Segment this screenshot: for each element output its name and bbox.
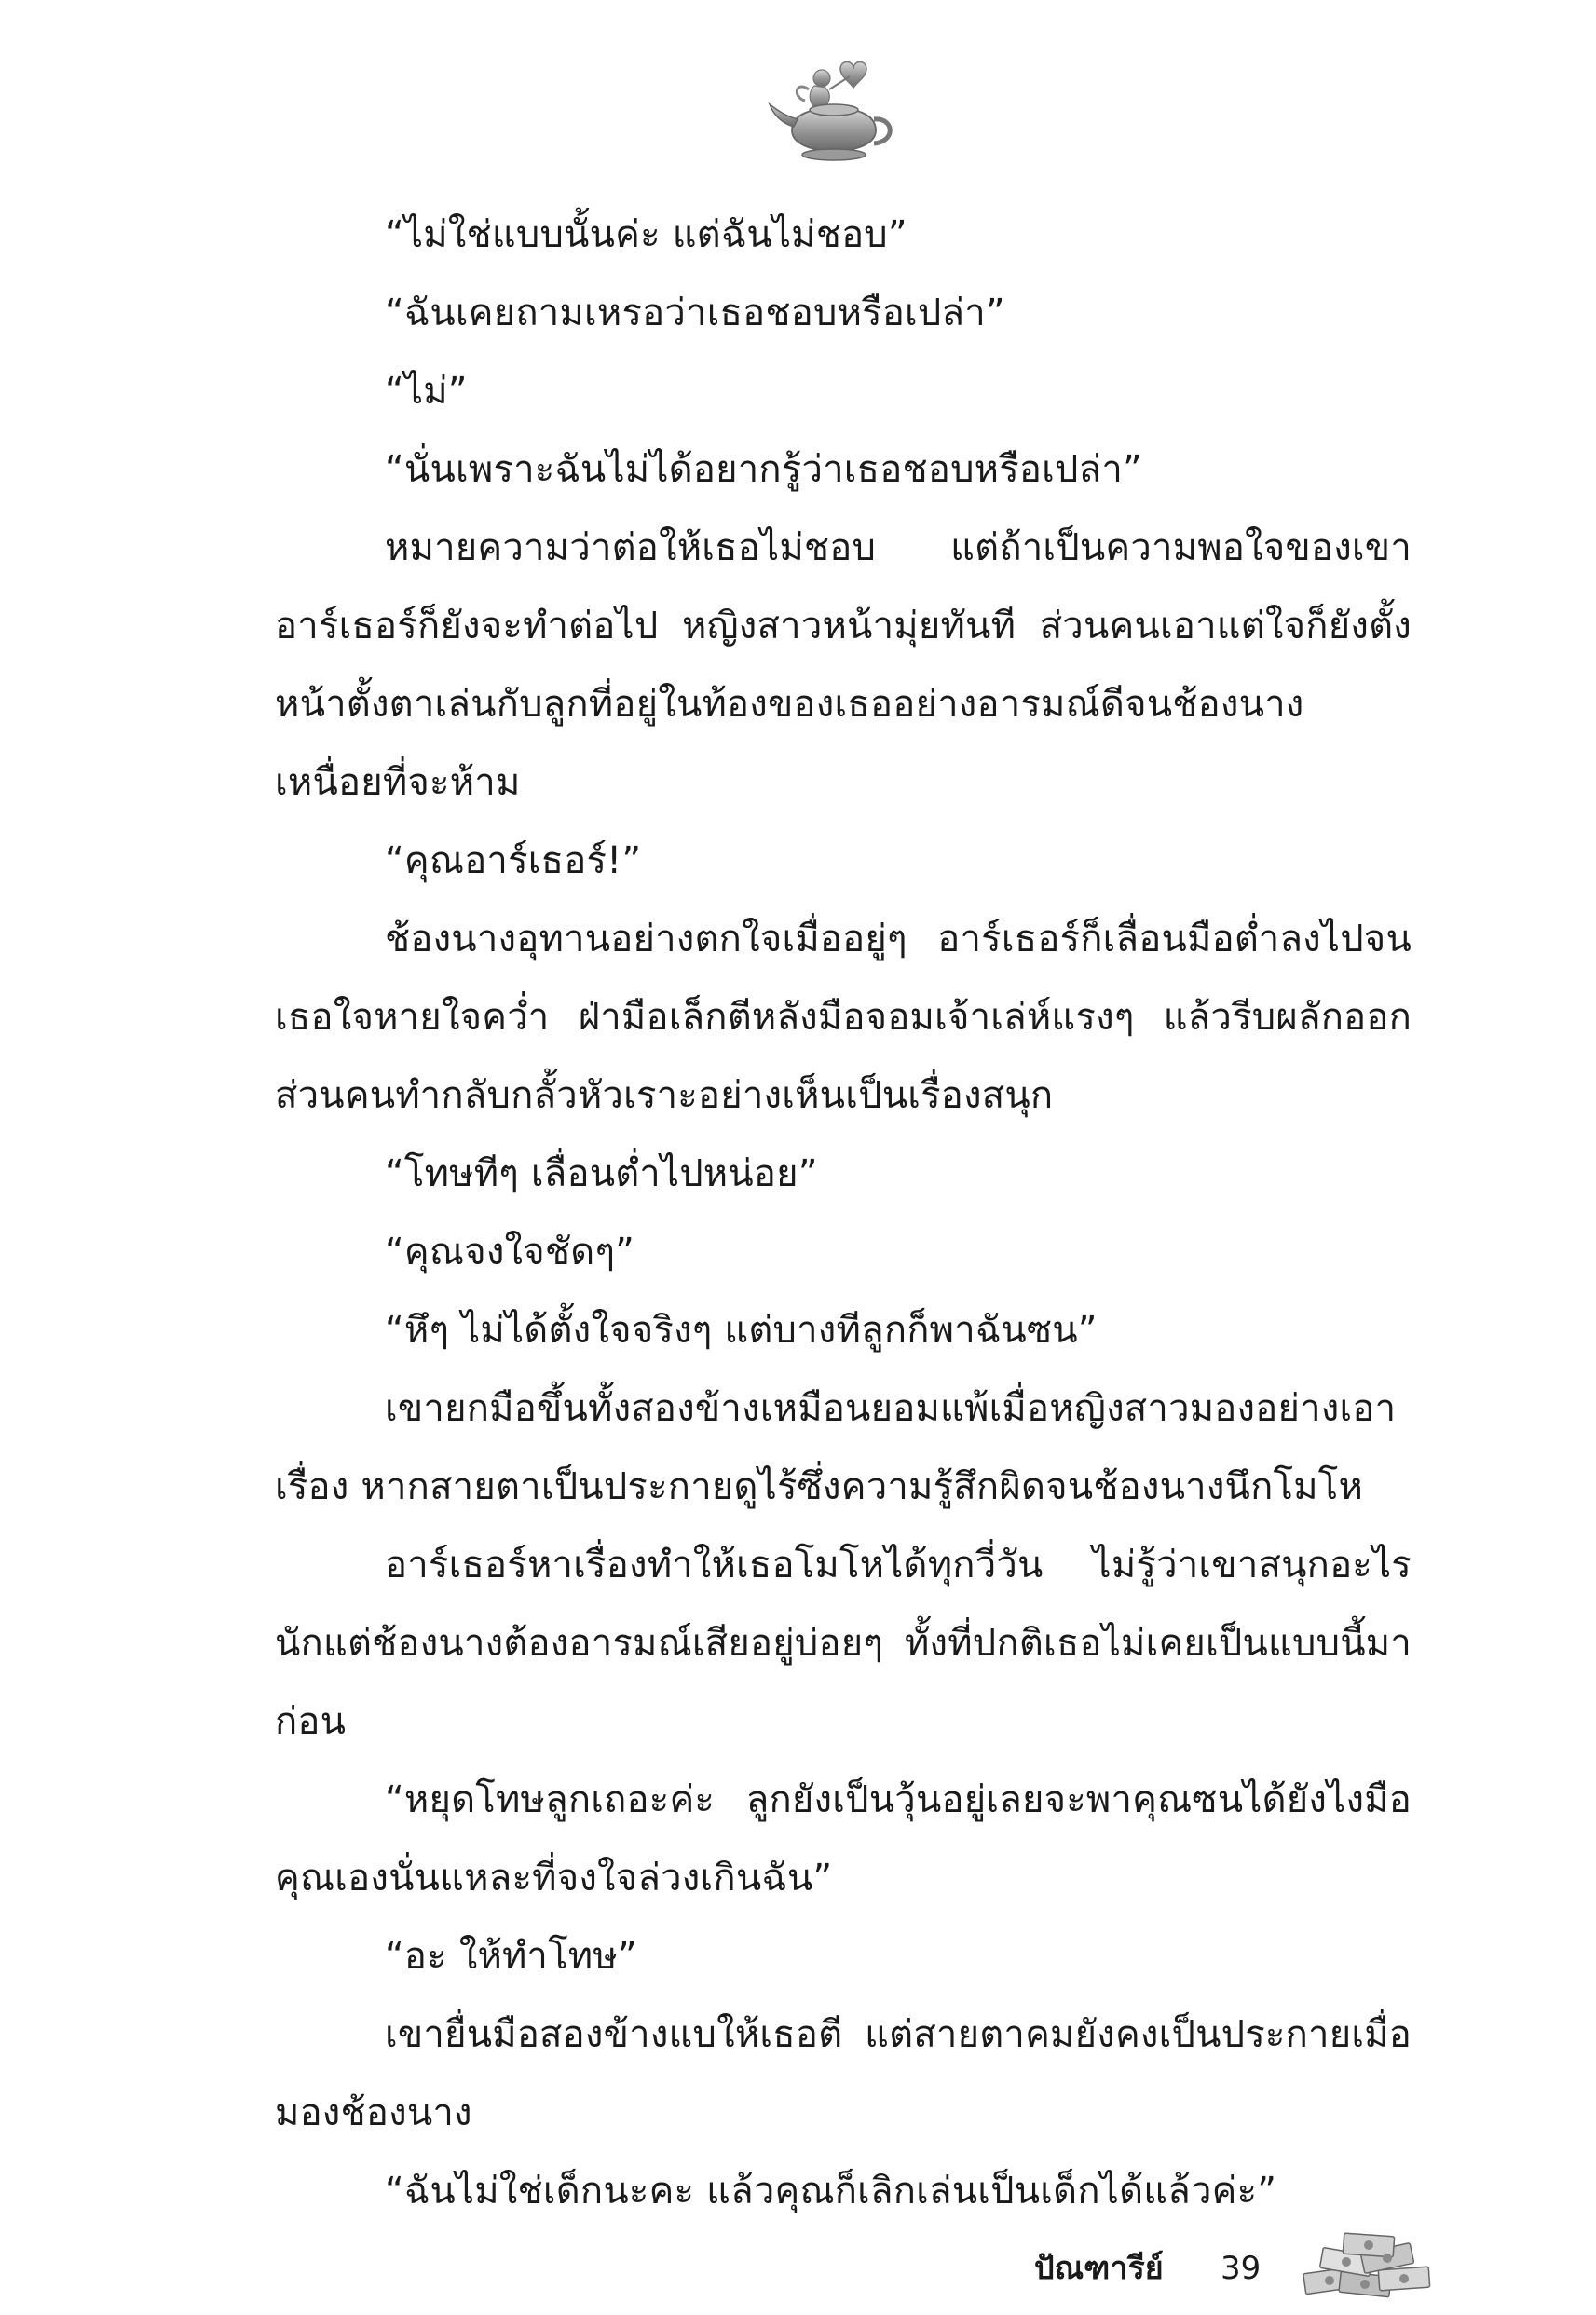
paragraph: เขายื่นมือสองข้างแบให้เธอตี แต่สายตาคมยังคงเป็นประกายเมื่อมองช้องนาง — [275, 2013, 1412, 2134]
paragraph: อาร์เธอร์หาเรื่องทำให้เธอโมโหได้ทุกวี่วัน ไม่รู้ว่าเขาสนุกอะไรนักแต่ช้องนางต้องอารมณ์เสียอยู่บ่อยๆ ทั้งที่ปกติเธอไม่เคยเป็นแบบนี้มาก่อน — [275, 1544, 1412, 1743]
paragraph: “คุณจงใจชัดๆ” — [385, 1231, 635, 1273]
page-footer — [1034, 2240, 1463, 2315]
body-text — [275, 196, 1412, 2230]
paragraph: หมายความว่าต่อให้เธอไม่ชอบ แต่ถ้าเป็นความพอใจของเขาอาร์เธอร์ก็ยังจะทำต่อไป หญิงสาวหน้ามุ่ยทันที ส่วนคนเอาแต่ใจก็ยังตั้งหน้าตั้งตาเล่นกับลูกที่อยู่ในท้องของเธออย่างอารมณ์ดีจนช้องนางเหนื่อยที่จะห้าม — [275, 526, 1412, 804]
page-number: 39 — [1221, 2250, 1262, 2287]
paragraph: “อะ ให้ทำโทษ” — [385, 1935, 637, 1978]
paragraph: เขายกมือขึ้นทั้งสองข้างเหมือนยอมแพ้เมื่อหญิงสาวมองอย่างเอาเรื่อง หากสายตาเป็นประกายดูไร้ซึ่งความรู้สึกผิดจนช้องนางนึกโมโห — [275, 1387, 1397, 1508]
paragraph: “ฉันไม่ใช่เด็กนะคะ แล้วคุณก็เลิกเล่นเป็นเด็กได้แล้วค่ะ” — [385, 2170, 1277, 2213]
paragraph: “หึๆ ไม่ได้ตั้งใจจริงๆ แต่บางทีลูกก็พาฉันซน” — [385, 1309, 1098, 1352]
paragraph: “คุณอาร์เธอร์!” — [385, 839, 642, 882]
paragraph: “หยุดโทษลูกเถอะค่ะ ลูกยังเป็นวุ้นอยู่เลยจะพาคุณซนได้ยังไงมือคุณเองนั่นแหละที่จงใจล่วงเกินฉัน” — [275, 1778, 1412, 1900]
cupid-teapot-icon — [764, 52, 904, 173]
paragraph: ช้องนางอุทานอย่างตกใจเมื่ออยู่ๆ อาร์เธอร์ก็เลื่อนมือต่ำลงไปจนเธอใจหายใจคว่ำ ฝ่ามือเล็กตีหลังมือจอมเจ้าเล่ห์แรงๆ แล้วรีบผลักออก ส่วนคนทำกลับกลั้วหัวเราะอย่างเห็นเป็นเรื่องสนุก — [275, 918, 1412, 1117]
paragraph: “โทษทีๆ เลื่อนต่ำไปหน่อย” — [385, 1152, 818, 1195]
banknote-stack-icon — [1286, 2229, 1444, 2304]
paragraph: “ฉันเคยถามเหรอว่าเธอชอบหรือเปล่า” — [385, 292, 1005, 334]
paragraph: “นั่นเพราะฉันไม่ได้อยากรู้ว่าเธอชอบหรือเปล่า” — [385, 448, 1142, 491]
author-name: ปัณฑารีย์ — [1034, 2250, 1164, 2287]
paragraph: “ไม่” — [385, 370, 468, 413]
paragraph: “ไม่ใช่แบบนั้นค่ะ แต่ฉันไม่ชอบ” — [385, 213, 907, 256]
